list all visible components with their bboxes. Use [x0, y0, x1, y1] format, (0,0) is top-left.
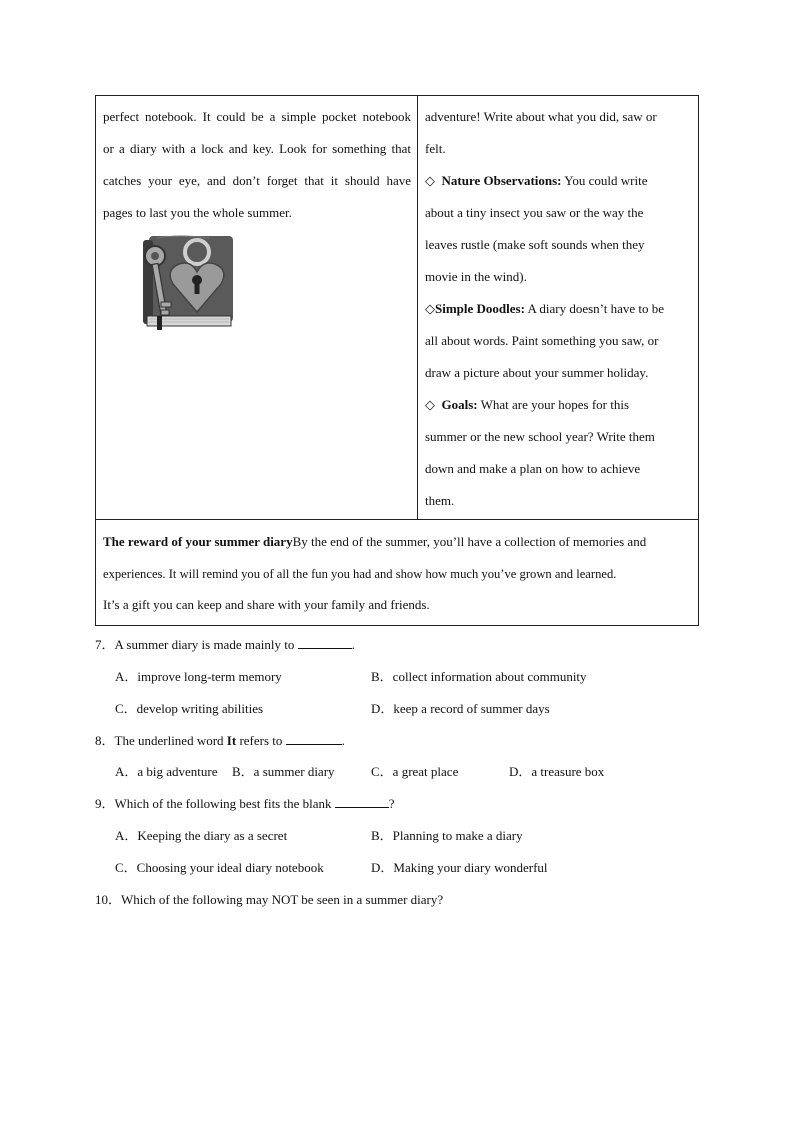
reward-text-1: By the end of the summer, you’ll have a collection of memories and [292, 534, 647, 549]
q10-number: 10． [95, 892, 122, 907]
nature-title: Nature Observations: [441, 173, 562, 188]
q9-blank[interactable] [335, 797, 389, 808]
reward-line-3: It’s a gift you can keep and share with your family and friends. [103, 597, 430, 612]
q8-option-a[interactable]: A．a big adventure [115, 764, 218, 779]
left-line-1: perfect notebook. It could be a simple pocket notebook [103, 109, 411, 124]
q8-pre: The underlined word [114, 733, 227, 748]
right-line-2: felt. [425, 141, 446, 156]
diary-lock-key-image [139, 232, 237, 332]
right-line-1: adventure! Write about what you did, saw or [425, 109, 657, 124]
goals-title: Goals: [441, 397, 478, 412]
bottom-cell [103, 521, 693, 616]
nature-line-4: movie in the wind). [425, 269, 527, 284]
q7-option-b[interactable]: B．collect information about community [371, 669, 587, 684]
nature-observations-heading [425, 160, 691, 192]
diamond-icon: ◇ [425, 173, 435, 188]
goals-heading [425, 384, 691, 416]
q8-number: 8． [95, 733, 115, 748]
doodles-line-2: all about words. Paint something you saw, or [425, 333, 659, 348]
nature-line-2: about a tiny insect you saw or the way the [425, 205, 644, 220]
q8-blank[interactable] [286, 734, 342, 745]
reward-line-1 [103, 521, 693, 553]
doodles-text-1: A diary doesn’t have to be [524, 301, 665, 316]
q8-end: . [341, 733, 345, 748]
q9-option-d[interactable]: D．Making your diary wonderful [371, 860, 548, 875]
goals-line-2: summer or the new school year? Write them [425, 429, 655, 444]
q9-number: 9． [95, 796, 115, 811]
right-cell [425, 96, 691, 512]
goals-text-1: What are your hopes for this [477, 397, 630, 412]
row-divider [96, 519, 698, 520]
doodles-title: Simple Doodles: [435, 301, 525, 316]
goals-line-4: them. [425, 493, 455, 508]
q7-end: . [351, 637, 355, 652]
question-7 [95, 634, 355, 653]
question-9 [95, 793, 395, 812]
simple-doodles-heading [425, 288, 691, 320]
q7-option-c[interactable]: C．develop writing abilities [115, 701, 264, 716]
q9-option-b[interactable]: B．Planning to make a diary [371, 828, 523, 843]
left-line-3: catches your eye, and don’t forget that it should have [103, 173, 411, 188]
diamond-icon: ◇ [425, 397, 435, 412]
question-10 [95, 889, 443, 908]
diamond-icon: ◇ [425, 301, 435, 316]
doodles-line-3: draw a picture about your summer holiday. [425, 365, 649, 380]
q8-word: It [226, 733, 237, 748]
left-line-4: pages to last you the whole summer. [103, 205, 292, 220]
q7-option-a[interactable]: A．improve long-term memory [115, 669, 282, 684]
q9-option-a[interactable]: A．Keeping the diary as a secret [115, 828, 288, 843]
q9-option-c[interactable]: C．Choosing your ideal diary notebook [115, 860, 324, 875]
q8-post: refers to [236, 733, 286, 748]
goals-line-3: down and make a plan on how to achieve [425, 461, 641, 476]
reward-title: The reward of your summer diary [103, 534, 293, 549]
q7-number: 7． [95, 637, 115, 652]
q9-end: ? [388, 796, 395, 811]
reward-line-2: experiences. It will remind you of all the fun you had and show how much you’ve grown and learned. [103, 566, 617, 581]
nature-text-1: You could write [561, 173, 648, 188]
q8-option-c[interactable]: C．a great place [371, 764, 459, 779]
q8-option-d[interactable]: D．a treasure box [509, 764, 605, 779]
left-cell [103, 96, 411, 224]
left-line-2: or a diary with a lock and key. Look for something that [103, 141, 411, 156]
q7-blank[interactable] [298, 638, 352, 649]
question-8 [95, 730, 345, 749]
column-divider [417, 96, 418, 519]
q9-text: Which of the following best fits the blank [114, 796, 335, 811]
q8-option-b[interactable]: B．a summer diary [232, 764, 335, 779]
passage-table [95, 95, 699, 626]
q10-text: Which of the following may NOT be seen in a summer diary? [121, 892, 444, 907]
nature-line-3: leaves rustle (make soft sounds when they [425, 237, 645, 252]
q7-option-d[interactable]: D．keep a record of summer days [371, 701, 550, 716]
q7-text: A summer diary is made mainly to [114, 637, 298, 652]
